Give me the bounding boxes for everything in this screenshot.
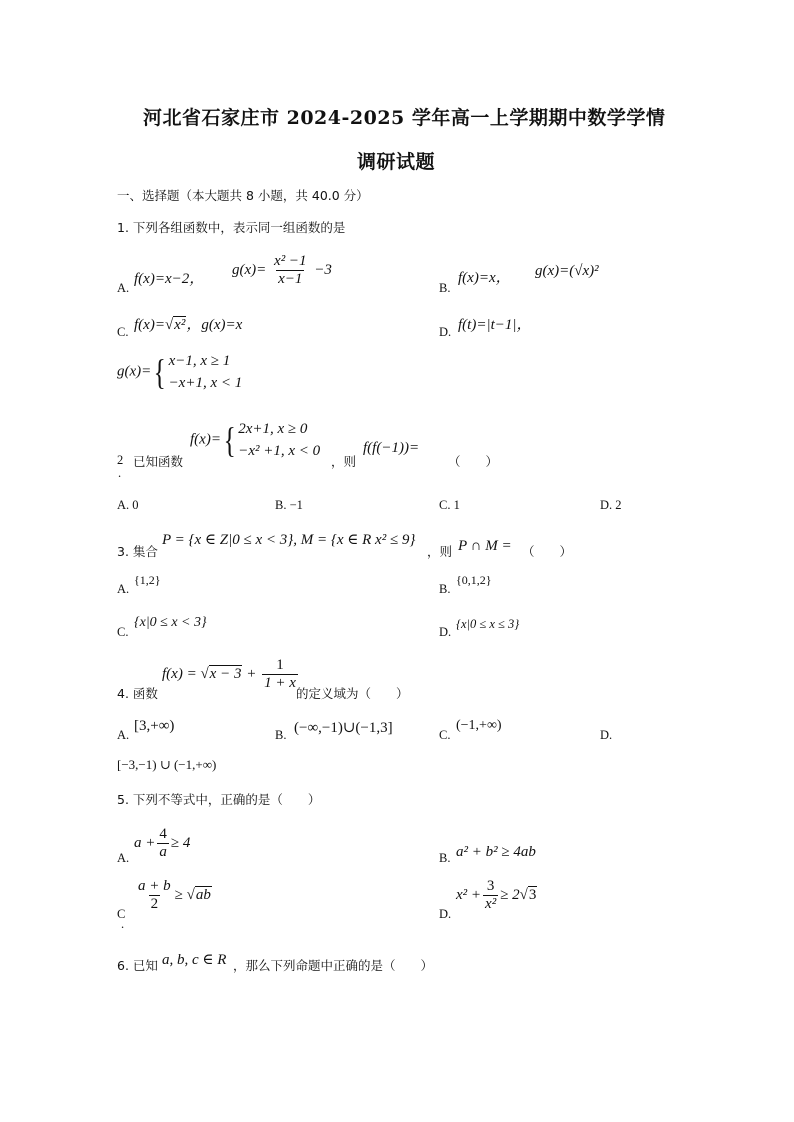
q3-option-a: {1,2} bbox=[134, 573, 161, 587]
q1-option-a-g-frac bbox=[272, 253, 309, 288]
q5-option-c-label: C bbox=[117, 907, 126, 921]
q1-option-d-cases bbox=[169, 350, 243, 394]
q1-option-a-g bbox=[232, 253, 332, 288]
q3-paren: （ ） bbox=[522, 544, 573, 559]
q5-option-d-rad: 3 bbox=[528, 886, 537, 903]
q2-number: 2 bbox=[117, 453, 124, 467]
q1-option-d-label: D. bbox=[439, 325, 452, 339]
q2-function bbox=[190, 418, 320, 462]
q6-expression: a, b, c ∈ R bbox=[162, 952, 227, 968]
q1-option-b-f: f(x)=x， bbox=[458, 270, 511, 286]
q5-option-c-dot: . bbox=[121, 917, 125, 931]
q3-option-d-label: D. bbox=[439, 625, 452, 639]
q5-option-d-num: 3 bbox=[486, 878, 495, 894]
q4-frac-num: 1 bbox=[276, 657, 284, 673]
q2-paren: （ ） bbox=[448, 454, 499, 469]
q2-cases bbox=[238, 418, 320, 462]
q2-function-left: f(x)= bbox=[190, 431, 221, 448]
doc-title-line2: 调研试题 bbox=[357, 151, 436, 173]
q2-option-c: C. 1 bbox=[439, 498, 460, 512]
q4-option-a: [3,+∞) bbox=[134, 718, 175, 734]
q5-option-d-den: x² bbox=[485, 896, 497, 912]
q1-option-b-label: B. bbox=[439, 281, 451, 295]
q1-option-d-g bbox=[117, 350, 242, 394]
q3-then: ，则 bbox=[427, 544, 453, 559]
q5-option-a-post: ≥ 4 bbox=[170, 834, 191, 851]
q1-option-c-f-rad: x² bbox=[174, 317, 186, 333]
q1-option-a-g-tail: −3 bbox=[314, 261, 332, 278]
section-header: 一、选择题（本大题共 8 小题，共 40.0 分） bbox=[117, 188, 369, 203]
q2-option-b: B. −1 bbox=[275, 498, 303, 512]
q3-option-c-label: C. bbox=[117, 625, 129, 639]
q2-case2: −x² +1, x < 0 bbox=[238, 443, 321, 459]
q2-case1: 2x+1, x ≥ 0 bbox=[238, 421, 308, 437]
q1-option-a-g-den: x−1 bbox=[278, 271, 303, 287]
q1-option-a-label: A. bbox=[117, 281, 130, 295]
q6-stem-start: 6. 已知 bbox=[117, 958, 158, 973]
q1-option-d-case1: x−1, x ≥ 1 bbox=[168, 353, 231, 369]
q4-stem-end: 的定义域为（ ） bbox=[296, 686, 409, 701]
q3-expression: P ∩ M = bbox=[458, 538, 512, 554]
q3-option-d: {x|0 ≤ x ≤ 3} bbox=[456, 617, 520, 631]
q3-stem-start: 3. 集合 bbox=[117, 544, 158, 559]
q5-option-a bbox=[134, 826, 190, 861]
q4-option-c-label: C. bbox=[439, 728, 451, 742]
q2-expression: f(f(−1))= bbox=[363, 440, 420, 456]
q1-option-d-g-left: g(x)= bbox=[117, 363, 152, 380]
q5-option-c-rad: ab bbox=[195, 886, 211, 903]
q5-option-a-den: a bbox=[159, 844, 167, 860]
doc-title-line1: 河北省石家庄市 2024-2025 学年高一上学期期中数学学情 bbox=[143, 107, 666, 129]
q1-option-b-g: g(x)=(√x)² bbox=[535, 263, 599, 279]
q3-option-a-label: A. bbox=[117, 582, 130, 596]
q1-option-a-g-left: g(x)= bbox=[232, 261, 267, 278]
q2-number-dot: . bbox=[118, 466, 122, 480]
q2-option-a: A. 0 bbox=[117, 498, 139, 512]
q2-brace: { bbox=[223, 420, 236, 460]
q5-option-c-post: ≥ bbox=[174, 886, 183, 903]
q1-option-c-label: C. bbox=[117, 325, 129, 339]
q1-option-a-g-num: x² −1 bbox=[274, 253, 307, 269]
q2-option-d: D. 2 bbox=[600, 498, 622, 512]
q4-frac bbox=[262, 657, 298, 692]
q4-function-left: f(x) = bbox=[162, 665, 201, 682]
q5-option-d-pre: x² + bbox=[456, 886, 482, 903]
q4-function-rad: x − 3 bbox=[209, 665, 242, 682]
q5-option-c-den: 2 bbox=[150, 896, 159, 912]
q2-stem: 已知函数 bbox=[133, 454, 184, 469]
q1-option-d-f: f(t)=|t−1|， bbox=[458, 317, 532, 333]
q5-option-c: $\frac{a + b}{2}$ ≥ √ab bbox=[138, 878, 211, 912]
q1-option-a-f: f(x)=x−2， bbox=[134, 271, 205, 287]
q5-option-a-num: 4 bbox=[159, 826, 167, 842]
q4-option-a-label: A. bbox=[117, 728, 130, 742]
q5-option-d-label: D. bbox=[439, 907, 452, 921]
q1-option-d-case2: −x+1, x < 1 bbox=[168, 375, 243, 391]
q5-option-a-label: A. bbox=[117, 851, 130, 865]
q5-option-b: a² + b² ≥ 4ab bbox=[456, 844, 536, 860]
q2-then: ，则 bbox=[331, 454, 357, 469]
q5-option-d-frac bbox=[483, 878, 498, 913]
q1-stem: 1. 下列各组函数中，表示同一组函数的是 bbox=[117, 220, 346, 235]
q3-sets: P = {x ∈ Z|0 ≤ x < 3}, M = {x ∈ R x² ≤ 9} bbox=[162, 532, 416, 548]
q3-option-b: {0,1,2} bbox=[456, 573, 492, 587]
q4-option-c: (−1,+∞) bbox=[456, 718, 502, 733]
q1-option-c-g: ，g(x)=x bbox=[186, 317, 243, 333]
q4-stem-start: 4. 函数 bbox=[117, 686, 158, 701]
q4-plus: + bbox=[242, 665, 261, 682]
q1-option-d-brace: { bbox=[153, 352, 166, 392]
q5-option-d: x² + $\frac{3}{\text{x²}}$ ≥ 2√3 bbox=[456, 878, 537, 912]
q6-stem-end: ，那么下列命题中正确的是（ ） bbox=[233, 958, 434, 973]
q5-option-d-post: ≥ 2 bbox=[500, 886, 520, 903]
q4-frac-den: 1 + x bbox=[264, 675, 296, 691]
q5-option-c-num: a + b bbox=[138, 878, 171, 894]
q3-option-b-label: B. bbox=[439, 582, 451, 596]
q5-option-b-label: B. bbox=[439, 851, 451, 865]
q1-option-c-f: f(x)=√x²，g(x)=x bbox=[134, 317, 243, 333]
q5-option-a-pre: a + bbox=[134, 834, 156, 851]
q1-option-c-f-left: f(x)= bbox=[134, 317, 165, 333]
q3-option-c: {x|0 ≤ x < 3} bbox=[134, 615, 207, 630]
q4-option-b: (−∞,−1)∪(−1,3] bbox=[294, 720, 393, 736]
q4-option-d-label: D. bbox=[600, 728, 613, 742]
q4-option-d: [−3,−1) ∪ (−1,+∞) bbox=[117, 757, 217, 772]
q4-function: f(x) = √x − 3 + $\frac{1}{1 + x}$ bbox=[162, 657, 296, 691]
q5-option-a-frac bbox=[157, 826, 169, 861]
q5-option-c-frac bbox=[136, 878, 173, 913]
q5-stem: 5. 下列不等式中，正确的是（ ） bbox=[117, 792, 321, 807]
q4-option-b-label: B. bbox=[275, 728, 287, 742]
